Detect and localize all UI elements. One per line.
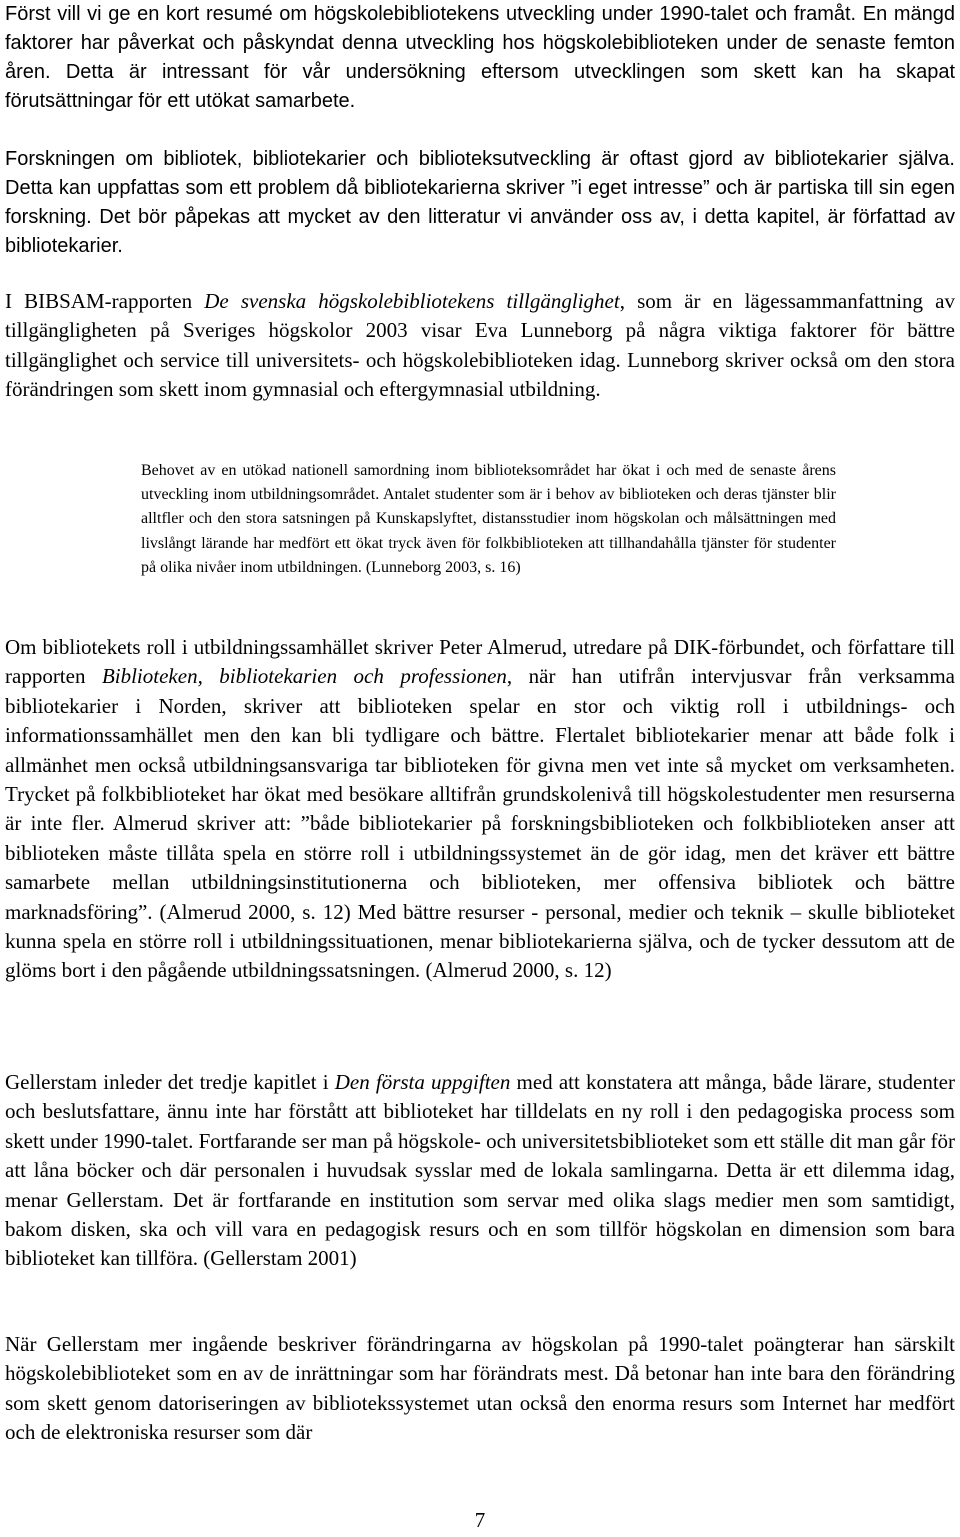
book-title-gellerstam: Den första uppgiften [334,1070,511,1094]
report-title-almerud: Biblioteken, bibliotekarien och professionen [101,664,507,689]
paragraph-gellerstam-text-1: Gellerstam inleder det tredje kapitlet i [5,1070,335,1094]
paragraph-bibsam-text-1: I BIBSAM-rapporten [5,289,205,313]
paragraph-gellerstam-text-2: med att konstatera att många, både lärare, studenter och beslutsfattare, ännu inte har förstått att biblioteket har tilldelats en ny roll i den pedagogiska process som skett under 1990-talet. Fortfarande ser man på högskole- och universitetsbiblioteket som ett ställe dit man går för att låna böcker och där personalen i huvudsak sysslar med de lokala samlingarna. Detta är ett dilemma idag, menar Gellerstam. Det är fortfarande en institution som servar med olika slags medier men som samtidigt, bakom disken, ska och vill vara en pedagogisk resurs och en som tillför högskolan en dimension som bara biblioteket kan tillföra. (Gellerstam 2001) [5,1070,955,1271]
page-number: 7 [474,1508,486,1532]
paragraph-almerud-text-1: Om bibliotekets roll i utbildningssamhället skriver Peter Almerud, utredare på DIK-förbundet, och författare till rapporten [5,635,955,689]
block-quote-lunneborg: Behovet av en utökad nationell samordning inom biblioteksområdet har ökat i och med de senaste årens utveckling inom utbildningsområdet. Antalet studenter som är i behov av biblioteken och deras tjänster blir alltfler och den stora satsningen på Kunskapslyftet, distansstudier inom högskolan och målsättningen med livslångt lärande har medfört ett ökat tryck även för folkbiblioteken att tillhandahålla tjänster för studenter på olika nivåer inom utbildningen. (Lunneborg 2003, s. 16) [141,462,836,576]
report-title-bibsam: De svenska högskolebibliotekens tillgänglighet [204,289,620,313]
paragraph-almerud-text-2: , när han utifrån intervjusvar från verksamma bibliotekarier i Norden, skriver att biblioteken spelar en stor och viktig roll i utbildnings- och informationssamhället men den kan bli tydligare och bättre. Flertalet bibliotekarier menar att både folk i allmänhet men också utbildningsansvariga tar biblioteken för givna men vet inte så mycket om verksamheten. Trycket på folkbiblioteket har ökat med besökare alltifrån grundskolenivå till högskolestudenter men resurserna är inte fler. Almerud skriver att: ”både bibliotekarier på forskningsbiblioteken och folkbiblioteken anser att biblioteken måste tillåta spela en större roll i utbildningssystemet än de gör idag, men det kräver ett bättre samarbete mellan utbildningsinstitutionerna och biblioteken, mer offensiva bibliotek och bättre marknadsföring”. (Almerud 2000, s. 12) Med bättre resurser - personal, medier och teknik – skulle biblioteket kunna spela en större roll i utbildningssituationen, menar bibliotekarierna själva, och de tycker dessutom att de glöms bort i den pågående utbildningssatsningen. (Almerud 2000, s. 12) [5,664,955,983]
paragraph-almerud [5,633,955,986]
paragraph-gellerstam [5,1068,955,1274]
paragraph-bibsam-text-2: , som är en lägessammanfattning av tillgängligheten på Sveriges högskolor 2003 visar Eva Lunneborg på några viktiga faktorer för bättre tillgänglighet och service till universitets- och högskolebiblioteken idag. Lunneborg skriver också om den stora förändringen som skett inom gymnasial och eftergymnasial utbildning. [5,289,955,402]
paragraph-bibsam [5,287,955,405]
paragraph-intro: Först vill vi ge en kort resumé om högskolebibliotekens utveckling under 1990-talet och framåt. En mängd faktorer har påverkat och påskyndat denna utveckling hos högskolebiblioteken under de senaste femton åren. Detta är intressant för vår undersökning eftersom utvecklingen som skett kan ha skapat förutsättningar för ett utökat samarbete. [5,3,955,112]
paragraph-research: Forskningen om bibliotek, bibliotekarier och biblioteksutveckling är oftast gjord av bibliotekarier själva. Detta kan uppfattas som ett problem då bibliotekarierna skriver ”i eget intresse” och är partiska till sin egen forskning. Det bör påpekas att mycket av den litteratur vi använder oss av, i detta kapitel, är författad av bibliotekarier. [5,148,955,257]
paragraph-gellerstam-changes: När Gellerstam mer ingående beskriver förändringarna av högskolan på 1990-talet poängterar han särskilt högskolebiblioteket som en av de inrättningar som har förändrats mest. Då betonar han inte bara den förändring som skett genom datoriseringen av bibliotekssystemet utan också den enorma resurs som Internet har medfört och de elektroniska resurser som där [5,1332,955,1445]
